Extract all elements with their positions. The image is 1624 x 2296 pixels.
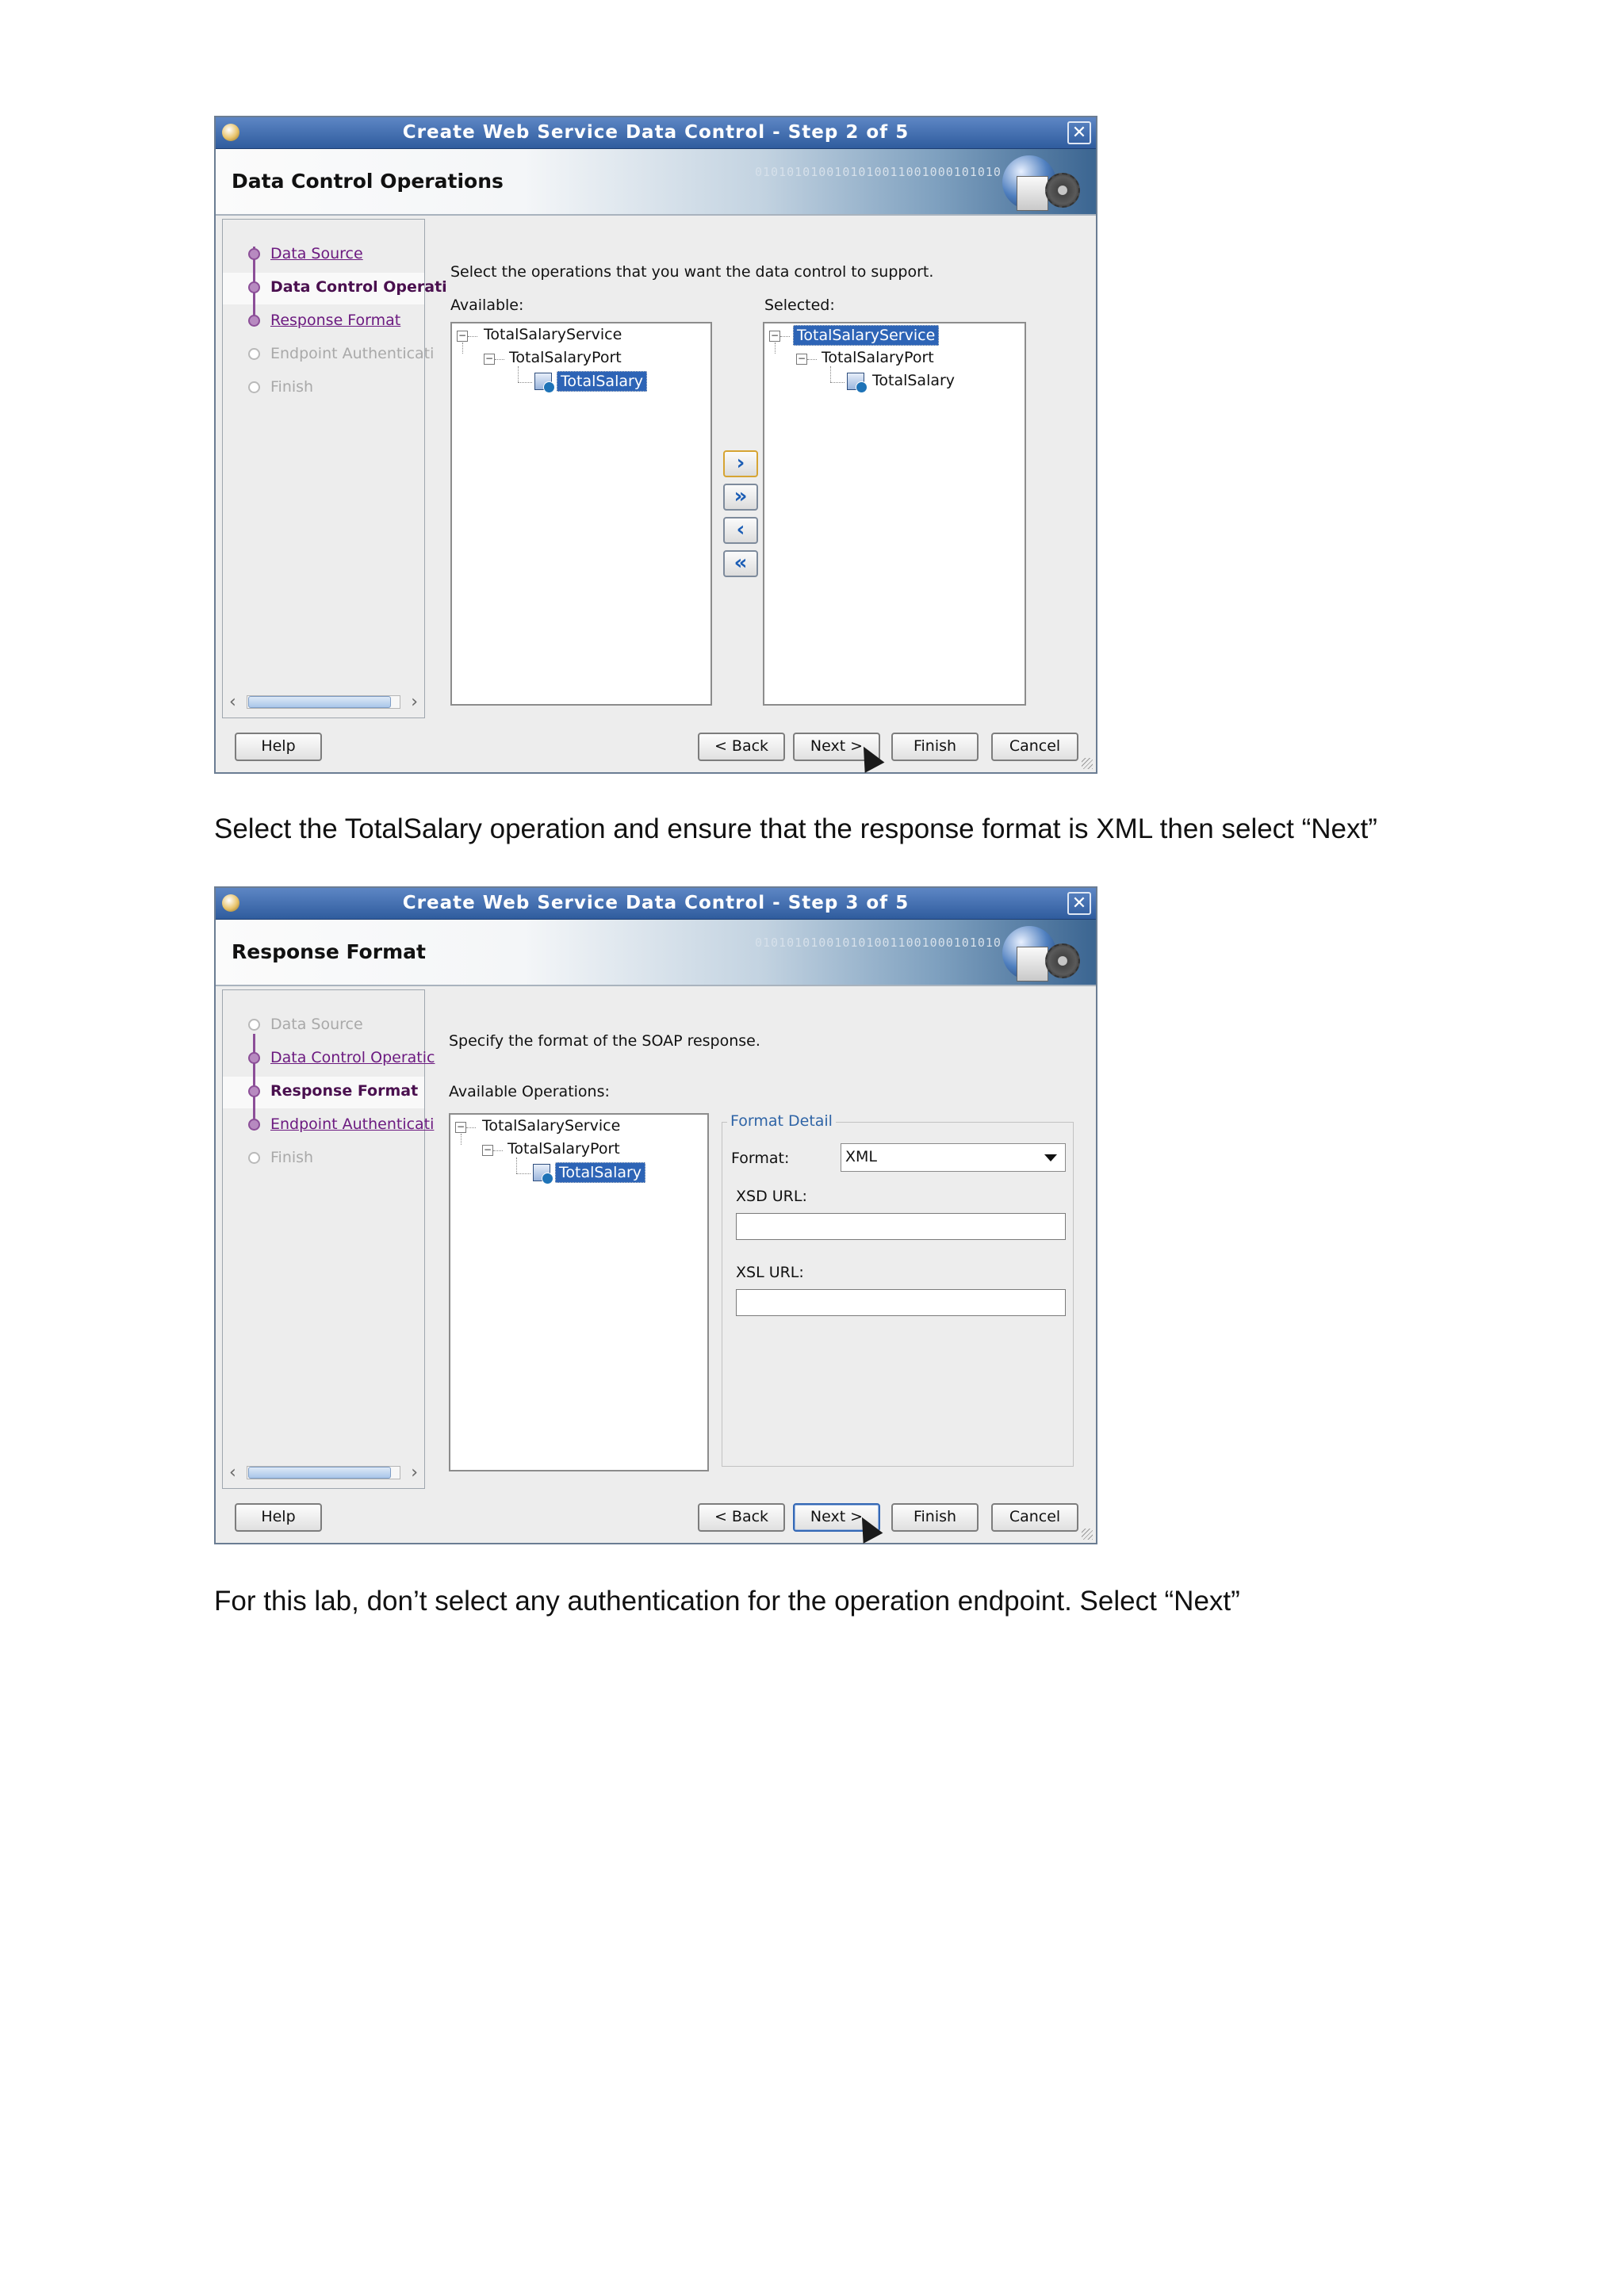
header-banner <box>216 149 1096 216</box>
page-title: Data Control Operations <box>232 170 504 193</box>
step-data-control-operations: Data Control Operati <box>270 278 447 296</box>
xsl-url-input[interactable] <box>736 1289 1066 1316</box>
close-icon[interactable]: ✕ <box>1067 121 1091 144</box>
tree-node-operation[interactable]: TotalSalary <box>557 371 647 392</box>
binary-watermark: 0101010100101010011001000101010 <box>755 936 1002 950</box>
format-label: Format: <box>731 1150 790 1167</box>
train-dot-icon <box>248 248 260 260</box>
step-finish: Finish <box>270 378 314 396</box>
step-endpoint-authentication: Endpoint Authenticati <box>270 345 435 362</box>
selected-tree[interactable] <box>763 322 1026 706</box>
help-button[interactable]: Help <box>235 733 322 761</box>
scroll-right-icon[interactable]: › <box>411 1463 418 1483</box>
chevron-down-icon[interactable] <box>1044 1154 1057 1161</box>
train-panel <box>222 989 435 1489</box>
server-icon <box>1017 947 1048 982</box>
available-tree[interactable] <box>450 322 712 706</box>
step-data-source[interactable]: Data Source <box>270 245 363 262</box>
collapse-icon[interactable]: − <box>797 353 806 364</box>
move-selected-button[interactable]: › <box>723 450 758 477</box>
tree-node-service[interactable]: TotalSalaryService <box>484 326 622 343</box>
tree-node-port[interactable]: TotalSalaryPort <box>509 349 622 366</box>
caption-step-3: For this lab, don’t select any authentication for the operation endpoint. Select “Next” <box>214 1586 1240 1617</box>
operations-tree[interactable] <box>449 1113 709 1471</box>
operation-icon <box>533 1164 550 1181</box>
title-bar[interactable] <box>216 888 1096 920</box>
train-panel <box>222 219 447 718</box>
gear-icon <box>1045 173 1080 208</box>
next-button[interactable]: Next > <box>793 1503 880 1532</box>
step-endpoint-authentication[interactable]: Endpoint Authenticati <box>270 1115 435 1133</box>
tree-node-operation[interactable]: TotalSalary <box>555 1162 645 1183</box>
page-title: Response Format <box>232 940 426 963</box>
train-dot-icon <box>248 381 260 393</box>
format-detail-legend: Format Detail <box>727 1112 836 1130</box>
move-all-button[interactable]: » <box>723 484 758 511</box>
binary-watermark: 0101010100101010011001000101010 <box>755 165 1002 179</box>
help-button[interactable]: Help <box>235 1503 322 1532</box>
cancel-button[interactable]: Cancel <box>991 733 1078 761</box>
resize-grip-icon[interactable] <box>1082 758 1093 769</box>
train-scrollbar[interactable] <box>228 692 419 711</box>
format-select[interactable] <box>841 1143 1066 1172</box>
train-scrollbar[interactable] <box>228 1463 419 1482</box>
collapse-icon[interactable]: − <box>458 330 467 341</box>
train-dot-icon <box>248 348 260 360</box>
step-response-format[interactable]: Response Format <box>270 312 401 329</box>
step-data-control-operations[interactable]: Data Control Operatic <box>270 1049 435 1066</box>
instruction-text: Specify the format of the SOAP response. <box>449 1032 760 1050</box>
header-banner <box>216 920 1096 986</box>
scroll-left-icon[interactable]: ‹ <box>229 692 236 712</box>
step-response-format: Response Format <box>270 1082 419 1100</box>
cancel-button[interactable]: Cancel <box>991 1503 1078 1532</box>
step-finish: Finish <box>270 1149 314 1166</box>
available-label: Available: <box>450 297 524 314</box>
tree-node-operation[interactable]: TotalSalary <box>872 372 956 389</box>
finish-button[interactable]: Finish <box>891 733 979 761</box>
tree-node-port[interactable]: TotalSalaryPort <box>508 1140 620 1158</box>
collapse-icon[interactable]: − <box>485 353 494 364</box>
collapse-icon[interactable]: − <box>483 1144 492 1155</box>
collapse-icon[interactable]: − <box>456 1121 465 1132</box>
tree-node-port[interactable]: TotalSalaryPort <box>822 349 934 366</box>
train-dot-icon <box>248 1019 260 1031</box>
format-select-value: XML <box>845 1148 877 1165</box>
operation-icon <box>534 373 552 390</box>
scroll-right-icon[interactable]: › <box>411 692 418 712</box>
dialog-step-2 <box>214 116 1097 774</box>
train-dot-icon <box>248 281 260 293</box>
remove-all-button[interactable]: « <box>723 550 758 577</box>
step-data-source: Data Source <box>270 1016 363 1033</box>
xsd-url-input[interactable] <box>736 1213 1066 1240</box>
train-dot-icon <box>248 1052 260 1064</box>
dialog-title: Create Web Service Data Control - Step 2 of 5 <box>402 122 910 143</box>
train-dot-icon <box>248 1152 260 1164</box>
selected-label: Selected: <box>764 297 835 314</box>
dialog-title: Create Web Service Data Control - Step 3 of 5 <box>402 893 910 913</box>
dialog-step-3 <box>214 886 1097 1544</box>
scroll-thumb[interactable] <box>248 696 391 708</box>
caption-step-2: Select the TotalSalary operation and ensure that the response format is XML then select “Next” <box>214 813 1377 844</box>
next-button[interactable]: Next > <box>793 733 880 761</box>
tree-node-service[interactable]: TotalSalaryService <box>482 1117 621 1135</box>
back-button[interactable]: < Back <box>698 1503 785 1532</box>
server-icon <box>1017 176 1048 211</box>
train-dot-icon <box>248 315 260 327</box>
scroll-thumb[interactable] <box>248 1467 391 1479</box>
close-icon[interactable]: ✕ <box>1067 892 1091 915</box>
operation-icon <box>847 373 864 390</box>
available-operations-label: Available Operations: <box>449 1083 610 1100</box>
finish-button[interactable]: Finish <box>891 1503 979 1532</box>
remove-selected-button[interactable]: ‹ <box>723 517 758 544</box>
train-line <box>253 1034 255 1125</box>
collapse-icon[interactable]: − <box>770 330 779 341</box>
back-button[interactable]: < Back <box>698 733 785 761</box>
resize-grip-icon[interactable] <box>1082 1529 1093 1540</box>
xsd-url-label: XSD URL: <box>736 1188 807 1205</box>
instruction-text: Select the operations that you want the data control to support. <box>450 263 934 281</box>
gear-icon <box>1045 943 1080 978</box>
train-dot-icon <box>248 1085 260 1097</box>
tree-node-service[interactable]: TotalSalaryService <box>793 325 939 346</box>
scroll-left-icon[interactable]: ‹ <box>229 1463 236 1483</box>
title-bar[interactable] <box>216 117 1096 149</box>
xsl-url-label: XSL URL: <box>736 1264 804 1281</box>
train-dot-icon <box>248 1119 260 1131</box>
